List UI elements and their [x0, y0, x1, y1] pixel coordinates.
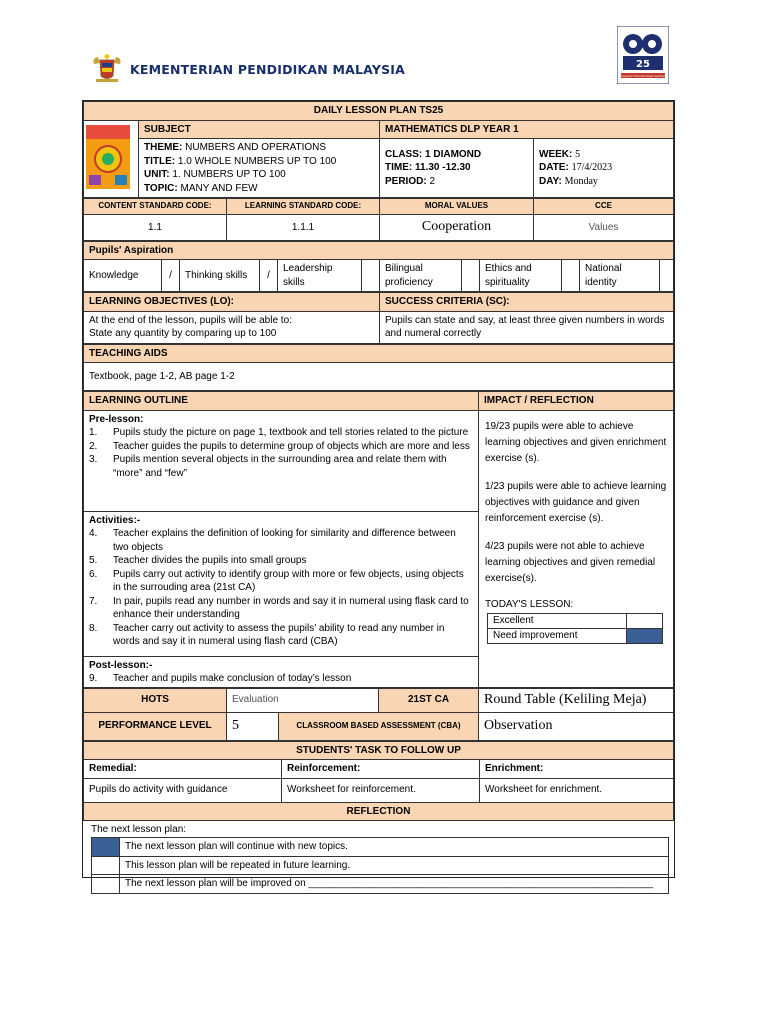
cce-label: CCE: [534, 199, 674, 215]
time-value: 11.30 -12.30: [415, 162, 471, 174]
lesson-plan-sheet: [82, 100, 675, 890]
need-improvement-label: Need improvement: [488, 628, 627, 643]
pre-lesson-section: Pre-lesson: 1. Pupils study the picture on page 1, textbook and tell stories related to the picture 2. Teacher guides the pupils to determine group of objects which are more and less 3. Pupils mention several objects in the surrounding area and relate them with “more” and “few”: [84, 411, 478, 512]
option-continue-checkbox[interactable]: [92, 838, 120, 857]
theme-value: NUMBERS AND OPERATIONS: [185, 142, 327, 153]
tasks-label: STUDENTS' TASK TO FOLLOW UP: [84, 741, 674, 760]
period-value: 2: [429, 175, 436, 187]
class-block: CLASS: 1 DIAMOND TIME: 11.30 -12.30 PERIOD: 2: [380, 139, 534, 198]
excellent-label: Excellent: [488, 613, 627, 628]
hots-label: HOTS: [84, 688, 227, 712]
option-improve-label: The next lesson plan will be improved on ______________________________________________________________: [120, 875, 669, 894]
enrichment-label: Enrichment:: [480, 760, 674, 779]
outline-steps: [84, 410, 479, 687]
aspiration-mark: [462, 260, 480, 292]
reflection-options: [91, 837, 669, 894]
aids-table: [83, 344, 674, 392]
reinforcement-text: Worksheet for reinforcement.: [282, 778, 480, 802]
list-item: 9. Teacher and pupils make conclusion of today’s lesson: [89, 673, 352, 685]
cba-label: CLASSROOM BASED ASSESSMENT (CBA): [279, 712, 479, 740]
ministry-name: KEMENTERIAN PENDIDIKAN MALAYSIA: [130, 61, 406, 77]
assessment-table: [83, 688, 674, 741]
hots-value: Evaluation: [227, 688, 379, 712]
enrichment-text: Worksheet for enrichment.: [480, 778, 674, 802]
todays-lesson-label: TODAY'S LESSON:: [485, 598, 574, 610]
sc-text: Pupils can state and say, at least three given numbers in words and numeral correctly: [380, 311, 674, 343]
malaysia-crest-icon: [90, 54, 124, 84]
subject-value: MATHEMATICS DLP YEAR 1: [380, 120, 674, 139]
plan-title: DAILY LESSON PLAN TS25: [84, 102, 674, 121]
aids-text: Textbook, page 1-2, AB page 1-2: [84, 363, 674, 391]
reflection-intro: The next lesson plan:: [91, 824, 187, 836]
cce-value: Values: [534, 214, 674, 240]
ca-label: 21ST CA: [379, 688, 479, 712]
impact-reflection: [479, 410, 674, 687]
remedial-label: Remedial:: [84, 760, 282, 779]
list-item: 1. Pupils study the picture on page 1, textbook and tell stories related to the picture: [89, 427, 469, 439]
reinforcement-label: Reinforcement:: [282, 760, 480, 779]
outline-label: LEARNING OUTLINE: [84, 392, 479, 411]
outline-table: [83, 391, 674, 688]
aspiration-mark: [562, 260, 580, 292]
option-improve-checkbox[interactable]: [92, 875, 120, 894]
cba-value: Observation: [479, 712, 674, 740]
aspiration-label: Pupils' Aspiration: [84, 241, 674, 260]
performance-label: PERFORMANCE LEVEL: [84, 712, 227, 740]
subject-label: SUBJECT: [139, 120, 380, 139]
sc-label: SUCCESS CRITERIA (SC):: [380, 293, 674, 312]
aspiration-national: National identity: [580, 260, 660, 292]
title-value: 1.0 WHOLE NUMBERS UP TO 100: [177, 155, 337, 167]
lo-text: At the end of the lesson, pupils will be able to: State any quantity by comparing up to 100: [84, 311, 380, 343]
aids-label: TEACHING AIDS: [84, 344, 674, 363]
week-block: WEEK: 5 DATE: 17/4/2023 DAY: Monday: [534, 139, 674, 198]
aspiration-mark: /: [162, 260, 180, 292]
codes-table: [83, 198, 674, 241]
moral-values-value: Cooperation: [380, 214, 534, 240]
reflection-label: REFLECTION: [84, 802, 674, 821]
content-code-value: 1.1: [84, 214, 227, 240]
reflection-section: [83, 821, 674, 897]
subject-table: [83, 101, 674, 198]
moral-values-label: MORAL VALUES: [380, 199, 534, 215]
activities-section: Activities:- 4. Teacher explains the definition of looking for similarity and difference between two objects 5. Teacher divides the pupils into small groups 6. Pupils carry out activity to identify group with more or few objects, using objects in the surrouding area (21st CA) 7. In pair, pupils read any number in words and say it in numeral using flask card to enhance their understanding 8. Teacher carry out activity to assess the pupils’ ability to read any number in words and say it in numeral using flash card (CBA): [84, 512, 478, 657]
option-repeat-checkbox[interactable]: [92, 856, 120, 875]
impact-enrichment: 19/23 pupils were able to achieve learning objectives and given enrichment exercise (s).: [485, 420, 667, 464]
class-value: 1 DIAMOND: [425, 148, 482, 160]
logo-number: 25: [636, 59, 650, 70]
impact-label: IMPACT / REFLECTION: [479, 392, 674, 411]
performance-value: 5: [227, 712, 279, 740]
list-item: 2. Teacher guides the pupils to determine group of objects which are more and less: [89, 440, 470, 452]
aspiration-ethics: Ethics and spirituality: [480, 260, 562, 292]
aspiration-bilingual: Bilingual proficiency: [380, 260, 462, 292]
textbook-cover-image: [84, 120, 139, 198]
aspiration-knowledge: Knowledge: [84, 260, 162, 292]
option-continue-label: The next lesson plan will continue with new topics.: [120, 838, 669, 857]
aspiration-leadership: Leadership skills: [278, 260, 362, 292]
list-item: 3. Pupils mention several objects in the surrounding area and relate them with “more” and “few”: [89, 454, 447, 479]
ts25-logo-icon: [617, 26, 669, 84]
unit-value: 1. NUMBERS UP TO 100: [172, 169, 286, 180]
list-item: 6. Pupils carry out activity to identify group with more or few objects, using objects in the surrouding area (21st CA): [89, 568, 464, 594]
ca-value: Round Table (Keliling Meja): [479, 688, 674, 712]
impact-reinforcement: 1/23 pupils were able to achieve learning objectives with guidance and given reinforcement exercise (s).: [485, 480, 667, 524]
todays-lesson-table: [487, 613, 663, 644]
excellent-checkbox[interactable]: [627, 613, 663, 628]
logo-subtitle: Program Transformasi Sekolah: [620, 74, 666, 78]
day-value: Monday: [564, 175, 598, 187]
date-value: 17/4/2023: [571, 162, 613, 174]
aspiration-thinking: Thinking skills: [180, 260, 260, 292]
remedial-text: Pupils do activity with guidance: [84, 778, 282, 802]
topic-value: MANY AND FEW: [180, 182, 258, 194]
list-item: 7. In pair, pupils read any number in words and say it in numeral using flask card to enhance their understanding: [89, 595, 469, 621]
learning-code-value: 1.1.1: [227, 214, 380, 240]
aspiration-table: [83, 241, 674, 293]
list-item: 4. Teacher explains the definition of looking for similarity and difference between two objects: [89, 528, 456, 553]
theme-block: THEME: NUMBERS AND OPERATIONS TITLE: 1.0 WHOLE NUMBERS UP TO 100 UNIT: 1. NUMBERS UP TO 100 TOPIC: MANY AND FEW: [139, 139, 380, 198]
aspiration-mark: [362, 260, 380, 292]
list-item: 5. Teacher divides the pupils into small groups: [89, 555, 307, 567]
week-value: 5: [575, 148, 581, 160]
need-improvement-checkbox[interactable]: [627, 628, 663, 643]
tasks-table: [83, 741, 674, 822]
lo-label: LEARNING OBJECTIVES (LO):: [84, 293, 380, 312]
content-code-label: CONTENT STANDARD CODE:: [84, 199, 227, 215]
aspiration-mark: /: [260, 260, 278, 292]
ministry-header: [90, 54, 405, 84]
post-lesson-section: Post-lesson:- 9. Teacher and pupils make conclusion of today’s lesson: [84, 657, 478, 687]
learning-code-label: LEARNING STANDARD CODE:: [227, 199, 380, 215]
list-item: 8. Teacher carry out activity to assess the pupils’ ability to read any number in words and say it in numeral using flash card (CBA): [89, 622, 445, 648]
impact-remedial: 4/23 pupils were not able to achieve learning objectives and given remedial exercise(s).: [485, 540, 656, 584]
option-repeat-label: This lesson plan will be repeated in future learning.: [120, 856, 669, 875]
aspiration-mark: [660, 260, 674, 292]
objectives-table: [83, 292, 674, 344]
